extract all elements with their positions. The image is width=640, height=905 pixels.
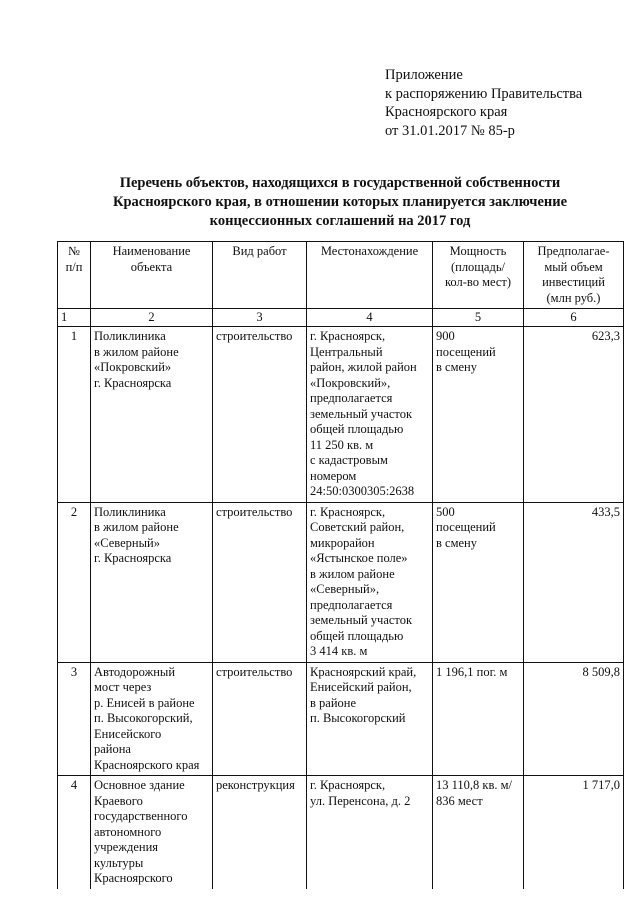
row-work: строительство: [213, 327, 307, 503]
title-line: Перечень объектов, находящихся в государственной собственности: [119, 175, 561, 191]
row-name: Поликлиника в жилом районе «Северный» г. Красноярска: [91, 502, 213, 662]
row-work: строительство: [213, 502, 307, 662]
row-num: 4: [58, 776, 91, 889]
column-number: 2: [91, 309, 213, 327]
row-investment: 623,3: [524, 327, 624, 503]
column-number: 3: [213, 309, 307, 327]
appendix-line: Приложение: [385, 67, 463, 83]
row-capacity: 500 посещений в смену: [433, 502, 524, 662]
row-num: 1: [58, 327, 91, 503]
column-number: 1: [58, 309, 91, 327]
appendix-date-number: от 31.01.2017 № 85-р: [385, 122, 515, 139]
row-work: строительство: [213, 662, 307, 776]
title-line: Красноярского края, в отношении которых планируется заключение: [112, 194, 568, 210]
table-row: [58, 662, 624, 776]
column-number: 4: [307, 309, 433, 327]
row-work: реконструкция: [213, 776, 307, 889]
row-capacity: 1 196,1 пог. м: [433, 662, 524, 776]
row-location: г. Красноярск, Центральный район, жилой район «Покровский», предполагается земельный участок общей площадью 11 250 кв. м с кадастровым номером 24:50:0300305:2638: [307, 327, 433, 503]
row-name: Автодорожный мост через р. Енисей в районе п. Высокогорский, Енисейского района Красноярского края: [91, 662, 213, 776]
row-location: г. Красноярск, ул. Перенсона, д. 2: [307, 776, 433, 889]
row-capacity: 900 посещений в смену: [433, 327, 524, 503]
table-row: [58, 327, 624, 503]
row-investment: 8 509,8: [524, 662, 624, 776]
column-number: 5: [433, 309, 524, 327]
row-name: Основное здание Краевого государственного автономного учреждения культуры Красноярского: [91, 776, 213, 889]
appendix-line: к распоряжению Правительства: [385, 85, 583, 102]
column-number: 6: [524, 309, 624, 327]
table-row: [58, 776, 624, 889]
row-name: Поликлиника в жилом районе «Покровский» г. Красноярска: [91, 327, 213, 503]
header-capacity: Мощность (площадь/ кол-во мест): [433, 242, 524, 309]
document-title: [60, 174, 620, 231]
row-capacity: 13 110,8 кв. м/ 836 мест: [433, 776, 524, 889]
title-line: концессионных соглашений на 2017 год: [209, 213, 471, 229]
row-location: Красноярский край, Енисейский район, в районе п. Высокогорский: [307, 662, 433, 776]
appendix-block: [385, 66, 582, 140]
header-investment: Предполагае- мый объем инвестиций (млн руб.): [524, 242, 624, 309]
row-investment: 433,5: [524, 502, 624, 662]
header-location: Местонахождение: [307, 242, 433, 309]
table-header-row: [58, 242, 624, 309]
header-name: Наименование объекта: [91, 242, 213, 309]
header-work: Вид работ: [213, 242, 307, 309]
row-num: 3: [58, 662, 91, 776]
row-num: 2: [58, 502, 91, 662]
objects-table: [57, 241, 624, 889]
table-row: [58, 502, 624, 662]
row-location: г. Красноярск, Советский район, микрорайон «Ястынское поле» в жилом районе «Северный», предполагается земельный участок общей площадью 3 414 кв. м: [307, 502, 433, 662]
row-investment: 1 717,0: [524, 776, 624, 889]
appendix-line: Красноярского края: [385, 104, 508, 120]
header-num: № п/п: [58, 242, 91, 309]
column-number-row: [58, 309, 624, 327]
